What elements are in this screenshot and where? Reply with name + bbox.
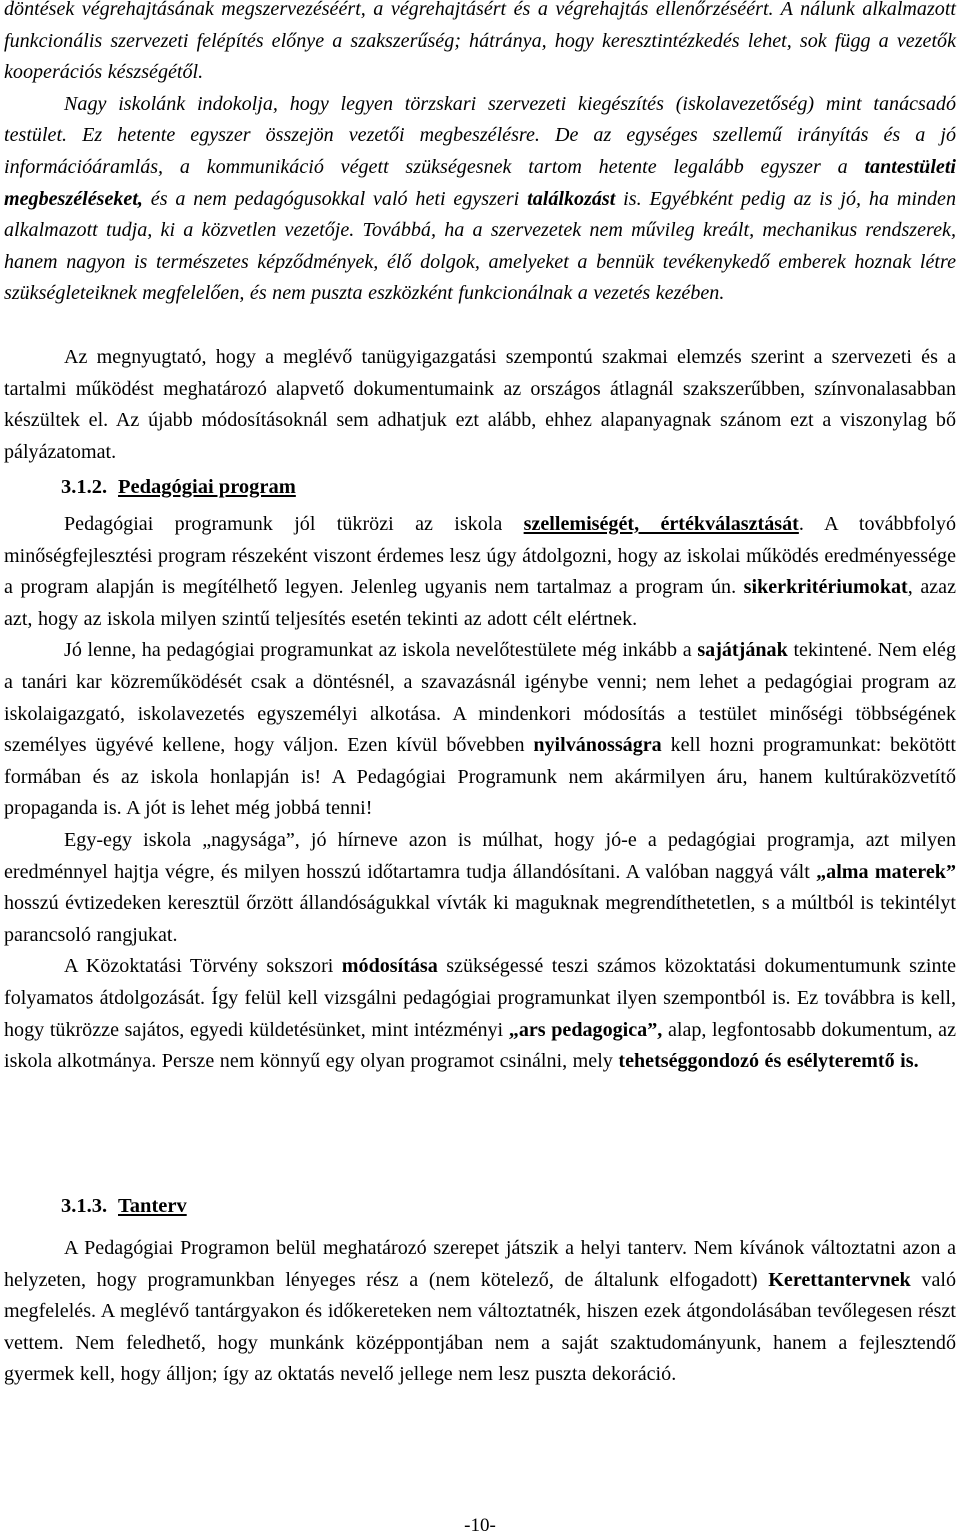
text-run: Nagy iskolánk indokolja, hogy legyen törzskari szervezeti kiegészítés (iskolavezetőség) mint tanácsadó testület. Ez hetente egyszer összejön vezetői megbeszélésre. De az egységes szellemű irányítás és a jó információáramlás, a kommunikáció végett szükségesnek tartom hetente legalább egyszer a: [4, 92, 956, 178]
section-heading-curriculum: [4, 1191, 187, 1223]
section-heading-pedagogical-program: [4, 472, 296, 504]
bold-phrase: „ars pedagogica”,: [508, 1018, 663, 1041]
bold-phrase: tehetséggondozó és esélyteremtő is.: [618, 1050, 919, 1073]
page-number: -10-: [464, 1515, 496, 1536]
bold-phrase: tantestületi megbeszéléseket,: [4, 155, 956, 210]
text-run: és a nem pedagógusokkal való heti egyszeri: [142, 187, 528, 210]
text-run: Pedagógiai programunk jól tükrözi az iskola: [64, 513, 524, 535]
paragraph: [4, 509, 956, 635]
bold-phrase: „alma materek”: [816, 860, 957, 883]
paragraph-curriculum: [4, 1233, 956, 1391]
bold-phrase: sajátjának: [697, 639, 788, 662]
section-number: 3.1.3.: [61, 1195, 108, 1217]
text-run: szükségessé teszi számos közoktatási dokumentumunk szinte folyamatos átdolgozását. Így felül kell vizsgálni pedagógiai programunkat ilyen szempontból is. Ez továbbra is kell, hogy tükrözze sajátos, egyedi küldetésünket, mint intézményi: [4, 955, 956, 1041]
text-run: A Közoktatási Törvény sokszori: [64, 955, 342, 978]
bold-phrase: nyilvánosságra: [533, 734, 662, 757]
text-run: hosszú évtizedeken keresztül őrzött állandóságukkal vívták ki maguknak megrendíthetetlen, s a múltból is tekintélyt parancsoló rangjukat.: [4, 892, 956, 946]
paragraph-assessment: Az megnyugtató, hogy a meglévő tanügyigazgatási szempontú szakmai elemzés szerint a szervezeti és a tartalmi működést meghatározó alapvető dokumentumaink az országos átlagnál szakszerűbben, színvonalasabban készültek el. Az újabb módosításoknál sem adhatjuk ezt alább, ehhez alapanyagnak szánom ezt a viszonylag bő pályázatomat.: [4, 346, 956, 463]
pedagogical-program-body: [4, 509, 956, 1078]
paragraph: [4, 825, 956, 951]
text-run: , azaz azt, hogy az iskola milyen szintű teljesítés esetén tekinti az adott célt elértnek.: [4, 576, 956, 630]
text-run: A Pedagógiai Programon belül meghatározó szerepet játszik a helyi tanterv. Nem kívánok változtatni azon a helyzeten, hogy programunkban lényeges rész a (nem kötelező, de általunk elfogadott): [4, 1237, 956, 1291]
text-run: kell hozni programunkat: bekötött formában és az iskola honlapján is! A Pedagógiai Programunk nem akármilyen áru, hanem kultúraközvetítő propaganda is. A jót is lehet még jobbá tenni!: [4, 734, 956, 820]
section-title: Pedagógiai program: [118, 476, 296, 498]
section-title: Tanterv: [118, 1195, 187, 1217]
paragraph: [4, 951, 956, 1077]
section-number: 3.1.2.: [61, 476, 108, 498]
text-run: alap, legfontosabb dokumentum, az iskola alkotmánya. Persze nem könnyű egy olyan programot csinálni, mely: [4, 1018, 957, 1073]
bold-phrase: találkozást: [527, 187, 616, 210]
bold-underlined-phrase: szellemiségét, értékválasztását: [523, 513, 799, 535]
paragraph-organization: [4, 0, 956, 310]
paragraph: [4, 635, 956, 825]
text-run: való megfelelés. A meglévő tantárgyakon és időkereteken nem változtatnék, hiszen ezek átgondolásában tevőlegesen részt vettem. Nem feledhető, hogy munkánk középpontjában nem a saját szaktudományunk, hanem a fejlesztendő gyermek kell, hogy álljon; így az oktatás nevelő jellege nem lesz puszta dekoráció.: [4, 1268, 956, 1386]
bold-phrase: Kerettantervnek: [768, 1268, 911, 1291]
text-run: Jó lenne, ha pedagógiai programunkat az iskola nevelőtestülete még inkább a: [64, 639, 698, 662]
text-run: . A továbbfolyó minőségfejlesztési program részeként viszont érdemes lesz úgy átdolgozni, hogy az iskolai működés eredményessége a program alapján is megítélhető legyen. Jelenleg ugyanis nem tartalmaz a program ún.: [4, 513, 956, 599]
text-run: tekintené. Nem elég a tanári kar közreműködését csak a döntésnél, a szavazásnál igénybe venni; nem lehet a pedagógiai program az iskolaigazgató, iskolavezetés egyszemélyi alkotása. A mindenkori módosítás a testület minőségi többségének személyes ügyévé kellene, hogy váljon. Ezen kívül bővebben: [4, 639, 957, 757]
bold-phrase: módosítása: [341, 955, 438, 978]
text-run: is. Egyébként pedig az is jó, ha minden alkalmazott tudja, ki a közvetlen vezetője. Továbbá, ha a szervezetek nem művileg kreált, mechanikus rendszerek, hanem nagyon is természetes képződmények, élő dolgok, amelyeket a bennük tevékenykedő emberek hoznak létre szükségleteiknek megfelelően, és nem puszta eszközként funkcionálnak a vezetés kezében.: [4, 187, 956, 305]
text-run: Egy-egy iskola „nagysága”, jó hírneve azon is múlhat, hogy jó-e a pedagógiai programja, azt milyen eredménnyel hajtja végre, és milyen hosszú időtartamra tudja állandósítani. A valóban naggyá vált: [4, 828, 956, 883]
text-run: döntések végrehajtásának megszervezéséért, a végrehajtásért és a végrehajtás ellenőrzéséért. A nálunk alkalmazott funkcionális szervezeti felépítés előnye a szakszerűség; hátránya, hogy keresztintézkedés lehet, sok függ a vezetők kooperációs készségétől.: [4, 0, 956, 84]
bold-phrase: sikerkritériumokat: [743, 576, 908, 599]
